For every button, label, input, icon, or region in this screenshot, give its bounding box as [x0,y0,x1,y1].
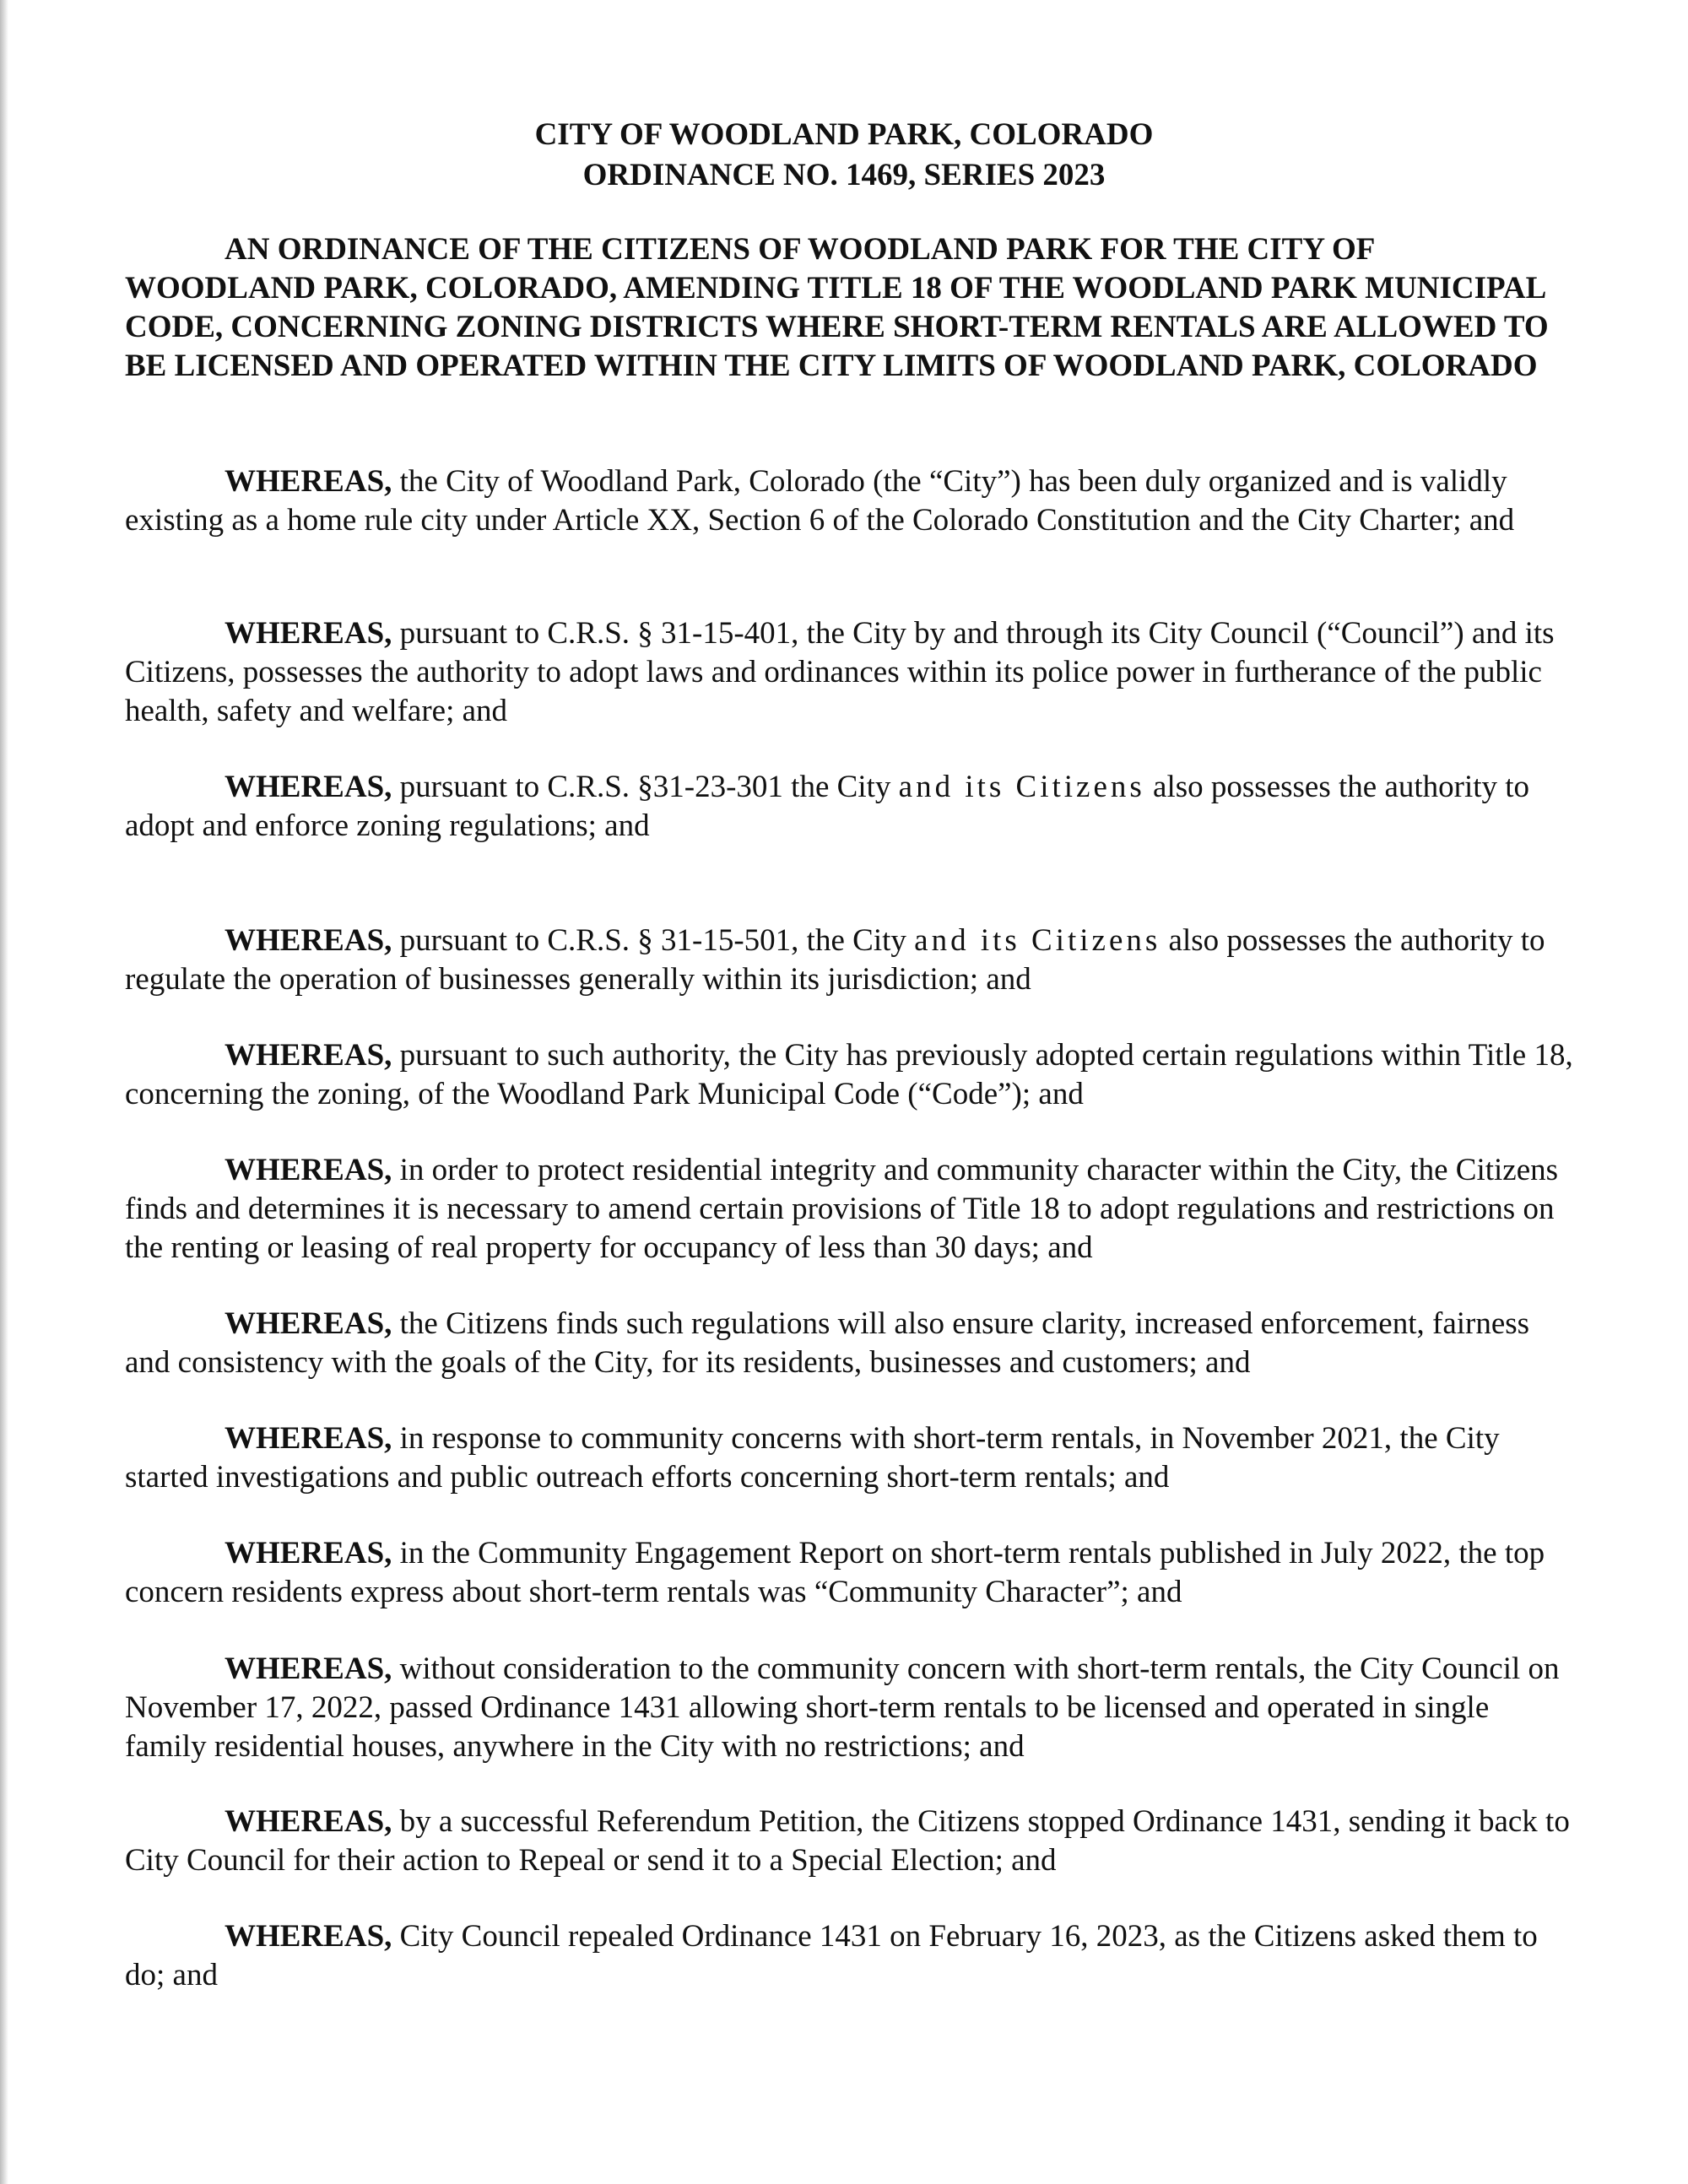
paragraph-spaced-text: and its Citizens [898,770,1145,804]
paragraph-text: pursuant to such authority, the City has previously adopted certain regulations within Title 18, concerning the zoning, of the Woodland Park Municipal Code (“Code”); and [125,1038,1573,1111]
whereas-label: WHEREAS, [225,1038,392,1073]
paragraph-text: in the Community Engagement Report on short-term rentals published in July 2022, the top concern residents express about short-term rentals was “Community Character”; and [125,1536,1545,1609]
whereas-paragraph [125,1803,1577,1880]
whereas-paragraph [125,1534,1577,1612]
whereas-label: WHEREAS, [225,1536,392,1570]
whereas-paragraph [125,1419,1577,1497]
whereas-label: WHEREAS, [225,1306,392,1341]
whereas-paragraph [125,1305,1577,1382]
title-city: CITY OF WOODLAND PARK, COLORADO [534,117,1154,152]
paragraph-text: in order to protect residential integrity and community character within the City, the Citizens finds and determines it is necessary to amend certain provisions of Title 18 to adopt regulations and restrictions on the renting or leasing of real property for occupancy of less than 30 days; and [125,1153,1559,1265]
title-ordinance-number: ORDINANCE NO. 1469, SERIES 2023 [582,158,1106,192]
whereas-paragraph [125,1917,1577,1995]
paragraph-text: without consideration to the community concern with short-term rentals, the City Council on November 17, 2022, passed Ordinance 1431 allowing short-term rentals to be licensed and operated in single family residential houses, anywhere in the City with no restrictions; and [125,1652,1560,1764]
paragraph-text: also possesses the authority to adopt and enforce zoning regulations; and [125,770,1530,843]
heading-continuation: WOODLAND PARK, COLORADO, AMENDING TITLE 18 OF THE WOODLAND PARK MUNICIPAL CODE, CONCERNING ZONING DISTRICTS WHERE SHORT-TERM RENTALS ARE ALLOWED TO BE LICENSED AND OPERATED WITHIN THE CITY LIMITS OF WOODLAND PARK, COLORADO [125,271,1549,383]
whereas-paragraph [125,768,1577,846]
whereas-paragraph [125,1036,1577,1114]
whereas-label: WHEREAS, [225,1652,392,1686]
whereas-label: WHEREAS, [225,464,392,499]
whereas-paragraph [125,922,1577,999]
whereas-label: WHEREAS, [225,1153,392,1187]
paragraph-text: the City of Woodland Park, Colorado (the “City”) has been duly organized and is validly existing as a home rule city under Article XX, Section 6 of the Colorado Constitution and the City Charter; and [125,464,1515,538]
whereas-paragraph [125,1650,1577,1766]
paragraph-text: City Council repealed Ordinance 1431 on February 16, 2023, as the Citizens asked them to do; and [125,1919,1538,1992]
whereas-paragraph [125,462,1577,540]
document-title [0,115,1688,196]
paragraph-text: the Citizens finds such regulations will also ensure clarity, increased enforcement, fairness and consistency with the goals of the City, for its residents, businesses and customers; and [125,1306,1530,1380]
whereas-label: WHEREAS, [225,1919,392,1954]
ordinance-heading [125,230,1585,386]
paragraph-text: also possesses the authority to regulate the operation of businesses generally within its jurisdiction; and [125,923,1545,997]
whereas-label: WHEREAS, [225,770,392,804]
paragraph-spaced-text: and its Citizens [914,923,1161,958]
paragraph-text: pursuant to C.R.S. §31-23-301 the City [399,770,891,804]
whereas-paragraph [125,614,1577,731]
paragraph-text: by a successful Referendum Petition, the Citizens stopped Ordinance 1431, sending it back to City Council for their action to Repeal or send it to a Special Election; and [125,1804,1570,1878]
heading-line-1: AN ORDINANCE OF THE CITIZENS OF WOODLAND PARK FOR THE CITY OF [225,232,1376,267]
whereas-label: WHEREAS, [225,1421,392,1456]
whereas-label: WHEREAS, [225,923,392,958]
paragraph-text: in response to community concerns with short-term rentals, in November 2021, the City started investigations and public outreach efforts concerning short-term rentals; and [125,1421,1500,1495]
paragraph-text: pursuant to C.R.S. § 31-15-401, the City by and through its City Council (“Council”) and its Citizens, possesses the authority to adopt laws and ordinances within its police power in furtherance of the public health, safety and welfare; and [125,616,1555,728]
whereas-label: WHEREAS, [225,616,392,651]
whereas-paragraph [125,1151,1577,1268]
whereas-label: WHEREAS, [225,1804,392,1839]
scan-edge-shadow [0,0,8,2184]
paragraph-text: pursuant to C.R.S. § 31-15-501, the City [399,923,906,958]
